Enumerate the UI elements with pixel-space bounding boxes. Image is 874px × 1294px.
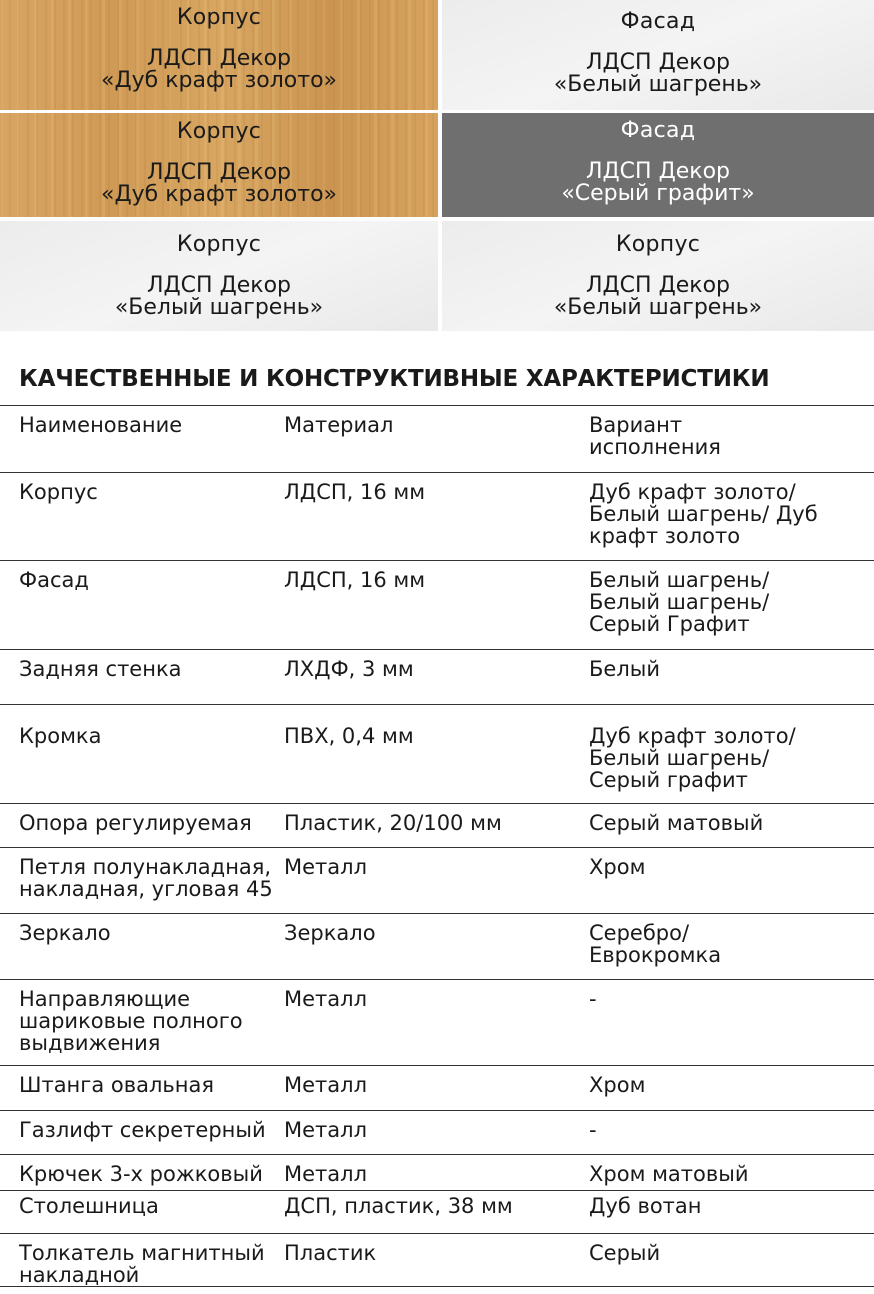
swatch-korpus-oak-1	[0, 0, 438, 110]
swatch-decor: «Дуб крафт золото»	[101, 68, 337, 93]
swatch-korpus-white-2	[442, 221, 874, 331]
cell-material: ЛДСП, 16 мм	[284, 561, 589, 650]
table-row	[0, 1155, 874, 1191]
cell-name	[0, 1234, 284, 1287]
cell-material: Металл	[284, 1066, 589, 1111]
cell-name	[0, 848, 284, 914]
cell-name-text: Петля полунакладная, накладная, угловая 45	[19, 855, 273, 901]
header-name: Наименование	[0, 406, 284, 473]
cell-material: Металл	[284, 980, 589, 1066]
cell-material: ЛДСП, 16 мм	[284, 473, 589, 561]
swatch-title: Корпус	[176, 5, 262, 30]
header-variant	[589, 406, 874, 473]
swatch-title: Фасад	[620, 118, 696, 143]
cell-name: Зеркало	[0, 914, 284, 980]
swatch-material: ЛДСП Декор	[146, 160, 292, 185]
swatch-material: ЛДСП Декор	[585, 273, 731, 298]
spec-table	[0, 405, 874, 1287]
table-row	[0, 914, 874, 980]
cell-variant-text: Дуб крафт золото/ Белый шагрень/ Серый графит	[589, 724, 796, 792]
cell-variant: Дуб вотан	[589, 1191, 874, 1234]
cell-variant-text: Серебро/ Еврокромка	[589, 921, 722, 967]
table-row	[0, 561, 874, 650]
cell-variant	[589, 705, 874, 804]
cell-variant	[589, 473, 874, 561]
cell-variant-text: Дуб крафт золото/ Белый шагрень/ Дуб крафт золото	[589, 480, 818, 548]
cell-variant: -	[589, 980, 874, 1066]
swatch-decor: «Белый шагрень»	[553, 72, 763, 97]
cell-material: Металл	[284, 1111, 589, 1155]
table-header-row	[0, 406, 874, 473]
cell-material: Металл	[284, 848, 589, 914]
cell-material	[284, 705, 589, 804]
cell-variant-text: Белый шагрень/ Белый шагрень/ Серый Графит	[589, 568, 770, 636]
table-row	[0, 473, 874, 561]
cell-name: Крючек 3-х рожковый	[0, 1155, 284, 1191]
header-material: Материал	[284, 406, 589, 473]
table-row	[0, 1234, 874, 1287]
cell-name: Фасад	[0, 561, 284, 650]
table-row	[0, 1111, 874, 1155]
cell-variant: Белый	[589, 650, 874, 705]
cell-name	[0, 980, 284, 1066]
cell-material: ДСП, пластик, 38 мм	[284, 1191, 589, 1234]
header-variant-text: Вариант исполнения	[589, 413, 721, 459]
swatch-title: Корпус	[615, 232, 701, 257]
swatch-decor: «Серый графит»	[561, 181, 755, 206]
table-row	[0, 1191, 874, 1234]
cell-name: Газлифт секретерный	[0, 1111, 284, 1155]
cell-name: Столешница	[0, 1191, 284, 1234]
cell-variant	[589, 561, 874, 650]
cell-name-text: Толкатель магнитный накладной	[19, 1241, 265, 1287]
cell-variant	[589, 914, 874, 980]
swatch-korpus-white-1	[0, 221, 438, 331]
cell-variant: Хром матовый	[589, 1155, 874, 1191]
swatch-fasad-graphite	[442, 113, 874, 217]
table-row	[0, 1066, 874, 1111]
cell-material: Пластик	[284, 1234, 589, 1287]
swatch-material: ЛДСП Декор	[585, 50, 731, 75]
table-row	[0, 848, 874, 914]
cell-material: Зеркало	[284, 914, 589, 980]
swatch-material: ЛДСП Декор	[146, 273, 292, 298]
cell-variant: Хром	[589, 848, 874, 914]
cell-material: ЛХДФ, 3 мм	[284, 650, 589, 705]
cell-name	[0, 705, 284, 804]
swatch-decor: «Белый шагрень»	[114, 295, 324, 320]
cell-name: Корпус	[0, 473, 284, 561]
cell-variant: Серый	[589, 1234, 874, 1287]
cell-name-text: Направляющие шариковые полного выдвижения	[19, 987, 243, 1055]
cell-variant: Хром	[589, 1066, 874, 1111]
swatch-material: ЛДСП Декор	[146, 46, 292, 71]
cell-variant: -	[589, 1111, 874, 1155]
swatch-decor: «Дуб крафт золото»	[101, 182, 337, 207]
table-row	[0, 980, 874, 1066]
table-row	[0, 650, 874, 705]
swatch-korpus-oak-2	[0, 113, 438, 217]
swatch-fasad-white	[442, 0, 874, 110]
swatch-decor: «Белый шагрень»	[553, 295, 763, 320]
cell-material-text: ПВХ, 0,4 мм	[284, 724, 414, 748]
table-row	[0, 705, 874, 804]
cell-material: Металл	[284, 1155, 589, 1191]
swatch-title: Фасад	[620, 9, 696, 34]
table-row	[0, 804, 874, 848]
cell-name: Штанга овальная	[0, 1066, 284, 1111]
cell-variant: Серый матовый	[589, 804, 874, 848]
cell-material: Пластик, 20/100 мм	[284, 804, 589, 848]
swatch-title: Корпус	[176, 119, 262, 144]
swatch-material: ЛДСП Декор	[585, 159, 731, 184]
swatch-title: Корпус	[176, 232, 262, 257]
cell-name: Опора регулируемая	[0, 804, 284, 848]
cell-name-text: Кромка	[19, 724, 102, 748]
cell-name: Задняя стенка	[0, 650, 284, 705]
section-title: КАЧЕСТВЕННЫЕ И КОНСТРУКТИВНЫЕ ХАРАКТЕРИСТИКИ	[19, 366, 770, 392]
